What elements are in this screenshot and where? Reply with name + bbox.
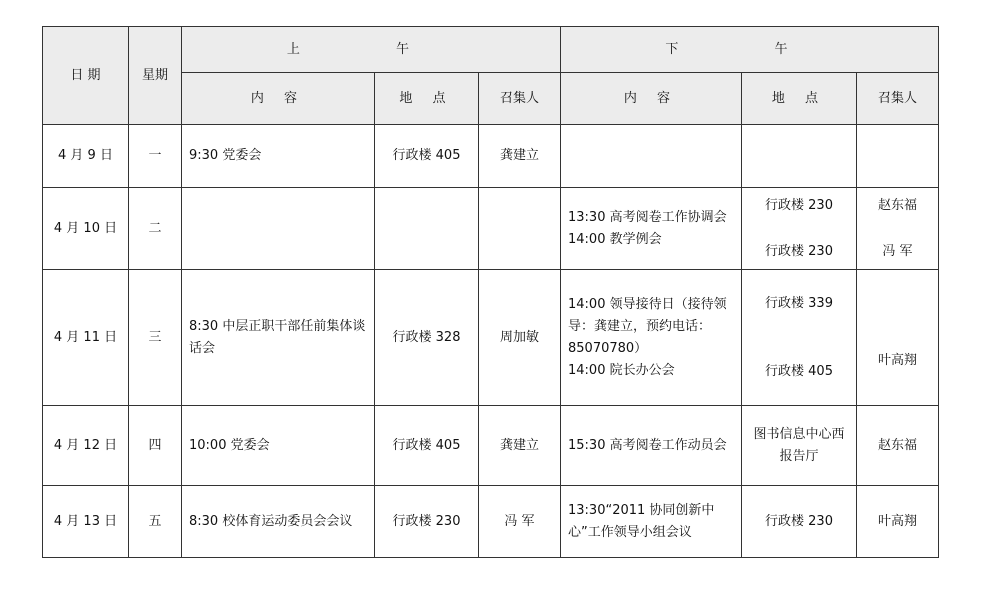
- header-pm-convener: 召集人: [857, 73, 939, 125]
- pm-location-item: 图书信息中心西报告厅: [753, 426, 845, 464]
- header-date: 日 期: [43, 27, 129, 125]
- am-convener-cell: 龚建立: [479, 406, 561, 486]
- header-am-location: 地 点: [375, 73, 479, 125]
- pm-convener-cell: [857, 270, 939, 406]
- pm-location-cell: [742, 125, 857, 188]
- date-cell: 4 月 11 日: [43, 270, 129, 406]
- date-cell: 4 月 12 日: [43, 406, 129, 486]
- pm-location-item: 行政楼 405: [765, 363, 833, 379]
- am-convener-cell: [479, 188, 561, 270]
- am-content-cell: [182, 188, 375, 270]
- pm-convener-item: 赵东福: [877, 437, 917, 453]
- header-pm-content: 内 容: [561, 73, 742, 125]
- pm-convener-cell: [857, 188, 939, 270]
- table-row: [43, 188, 939, 270]
- table-row: [43, 406, 939, 486]
- pm-location-item: 行政楼 230: [765, 513, 833, 529]
- pm-content-cell: [561, 486, 742, 558]
- table-row: [43, 125, 939, 188]
- am-content-cell: 8:30 校体育运动委员会会议: [182, 486, 375, 558]
- pm-location-cell: [742, 486, 857, 558]
- pm-content-item: 14:00 领导接待日（接待领导：龚建立，预约电话：85070780）: [568, 296, 727, 356]
- header-morning: 上 午: [182, 27, 561, 73]
- schedule-table: [42, 26, 939, 558]
- pm-content-cell: [561, 188, 742, 270]
- pm-convener-item: 冯 军: [882, 243, 913, 259]
- weekday-cell: 一: [129, 125, 182, 188]
- am-location-cell: [375, 188, 479, 270]
- pm-content-cell: [561, 406, 742, 486]
- header-afternoon: 下 午: [561, 27, 939, 73]
- header-weekday: 星期: [129, 27, 182, 125]
- pm-convener-cell: [857, 125, 939, 188]
- header-am-convener: 召集人: [479, 73, 561, 125]
- weekday-cell: 三: [129, 270, 182, 406]
- header-pm-location: 地 点: [742, 73, 857, 125]
- date-cell: 4 月 9 日: [43, 125, 129, 188]
- pm-location-cell: [742, 188, 857, 270]
- am-content-cell: 8:30 中层正职干部任前集体谈话会: [182, 270, 375, 406]
- pm-content-item: 14:00 院长办公会: [568, 362, 675, 378]
- pm-location-cell: [742, 406, 857, 486]
- pm-content-item: 15:30 高考阅卷工作动员会: [568, 437, 727, 453]
- weekday-cell: 四: [129, 406, 182, 486]
- pm-convener-cell: [857, 486, 939, 558]
- am-location-cell: 行政楼 230: [375, 486, 479, 558]
- pm-content-item: 13:30“2011 协同创新中心”工作领导小组会议: [568, 502, 715, 540]
- am-convener-cell: 龚建立: [479, 125, 561, 188]
- pm-location-item: 行政楼 230: [765, 197, 833, 213]
- weekday-cell: 二: [129, 188, 182, 270]
- pm-convener-item: 叶高翔: [877, 352, 917, 368]
- pm-location-cell: [742, 270, 857, 406]
- pm-content-item: 14:00 教学例会: [568, 231, 662, 247]
- am-location-cell: 行政楼 405: [375, 125, 479, 188]
- am-convener-cell: 冯 军: [479, 486, 561, 558]
- header-am-content: 内 容: [182, 73, 375, 125]
- am-content-cell: 9:30 党委会: [182, 125, 375, 188]
- pm-content-cell: [561, 270, 742, 406]
- pm-content-item: 13:30 高考阅卷工作协调会: [568, 209, 727, 225]
- pm-convener-cell: [857, 406, 939, 486]
- pm-content-cell: [561, 125, 742, 188]
- table-row: [43, 270, 939, 406]
- header-row-1: [43, 27, 939, 73]
- pm-convener-item: 叶高翔: [877, 513, 917, 529]
- date-cell: 4 月 10 日: [43, 188, 129, 270]
- pm-convener-item: 赵东福: [877, 197, 917, 213]
- weekday-cell: 五: [129, 486, 182, 558]
- pm-location-item: 行政楼 339: [765, 295, 833, 311]
- am-convener-cell: 周加敏: [479, 270, 561, 406]
- table-row: [43, 486, 939, 558]
- am-location-cell: 行政楼 328: [375, 270, 479, 406]
- date-cell: 4 月 13 日: [43, 486, 129, 558]
- pm-location-item: 行政楼 230: [765, 243, 833, 259]
- am-location-cell: 行政楼 405: [375, 406, 479, 486]
- am-content-cell: 10:00 党委会: [182, 406, 375, 486]
